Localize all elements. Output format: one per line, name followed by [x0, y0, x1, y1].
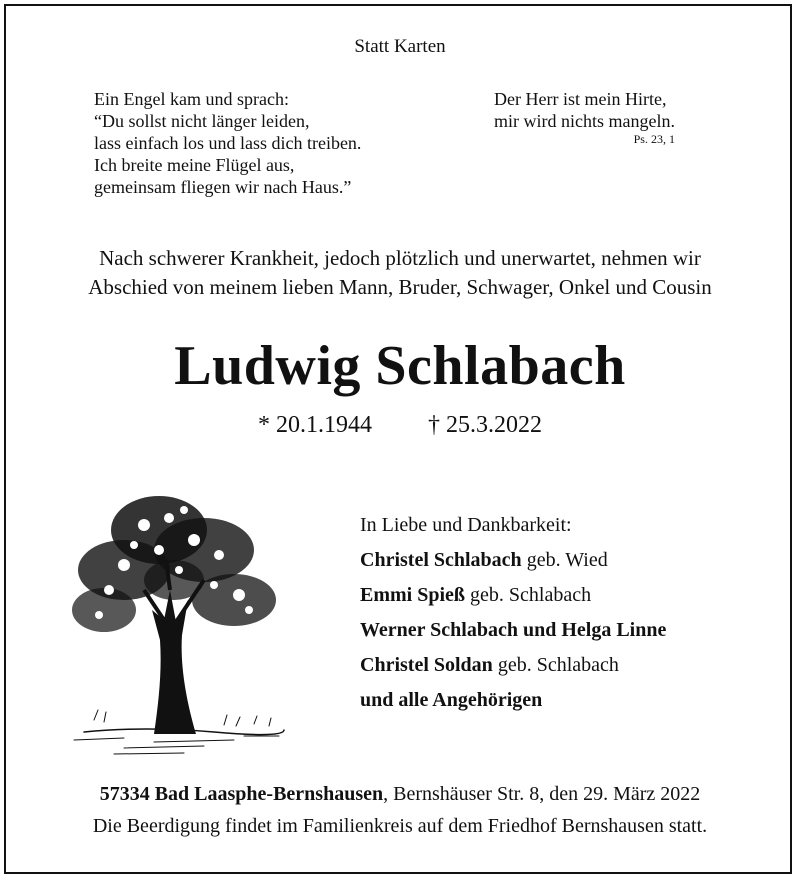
life-dates: [0, 412, 800, 439]
mourner-name: Werner Schlabach und Helga Linne: [360, 619, 667, 641]
mourner-entry: [360, 543, 666, 578]
mourner-name: Christel Soldan: [360, 654, 493, 676]
poem-line: Ein Engel kam und sprach:: [94, 89, 289, 109]
psalm-block: [494, 88, 675, 146]
mourners-list: [360, 508, 666, 718]
notice-header: Statt Karten: [354, 36, 446, 57]
mourner-entry: [360, 613, 666, 648]
psalm-line: Der Herr ist mein Hirte,: [494, 89, 667, 109]
mourner-entry: [360, 578, 666, 613]
mourner-name: Emmi Spieß: [360, 584, 466, 606]
announcement-text: [0, 244, 800, 302]
mourner-name: Christel Schlabach: [360, 549, 522, 571]
mourner-suffix: geb. Schlabach: [492, 654, 619, 676]
mourners-intro: In Liebe und Dankbarkeit:: [360, 514, 572, 536]
funeral-note: Die Beerdigung findet im Familienkreis auf dem Friedhof Bernshausen statt.: [92, 815, 708, 837]
mourner-suffix: geb. Schlabach: [465, 584, 592, 606]
announcement-line: Abschied von meinem lieben Mann, Bruder, Schwager, Onkel und Cousin: [88, 275, 712, 299]
birth-date: * 20.1.1944: [258, 412, 372, 438]
address-date: , Bernshäuser Str. 8, den 29. März 2022: [383, 783, 701, 805]
announcement-line: Nach schwerer Krankheit, jedoch plötzlich und unerwartet, nehmen wir: [99, 246, 701, 270]
poem-line: “Du sollst nicht länger leiden,: [94, 111, 310, 131]
deceased-name: Ludwig Schlabach: [174, 335, 626, 397]
poem-line: gemeinsam fliegen wir nach Haus.”: [94, 177, 352, 197]
mourner-entry: [360, 648, 666, 683]
poem-block: [94, 88, 361, 198]
poem-line: lass einfach los und lass dich treiben.: [94, 133, 362, 153]
death-date: † 25.3.2022: [428, 412, 542, 438]
place-date-line: [0, 783, 800, 806]
mourner-suffix: geb. Wied: [521, 549, 608, 571]
psalm-reference: Ps. 23, 1: [633, 132, 675, 146]
place-name: 57334 Bad Laasphe-Bernshausen: [99, 783, 384, 805]
mourner-entry: [360, 683, 666, 718]
tree-illustration-icon: [64, 470, 294, 760]
mourner-name: und alle Angehörigen: [360, 689, 543, 711]
poem-line: Ich breite meine Flügel aus,: [94, 155, 295, 175]
psalm-line: mir wird nichts mangeln.: [494, 111, 675, 131]
